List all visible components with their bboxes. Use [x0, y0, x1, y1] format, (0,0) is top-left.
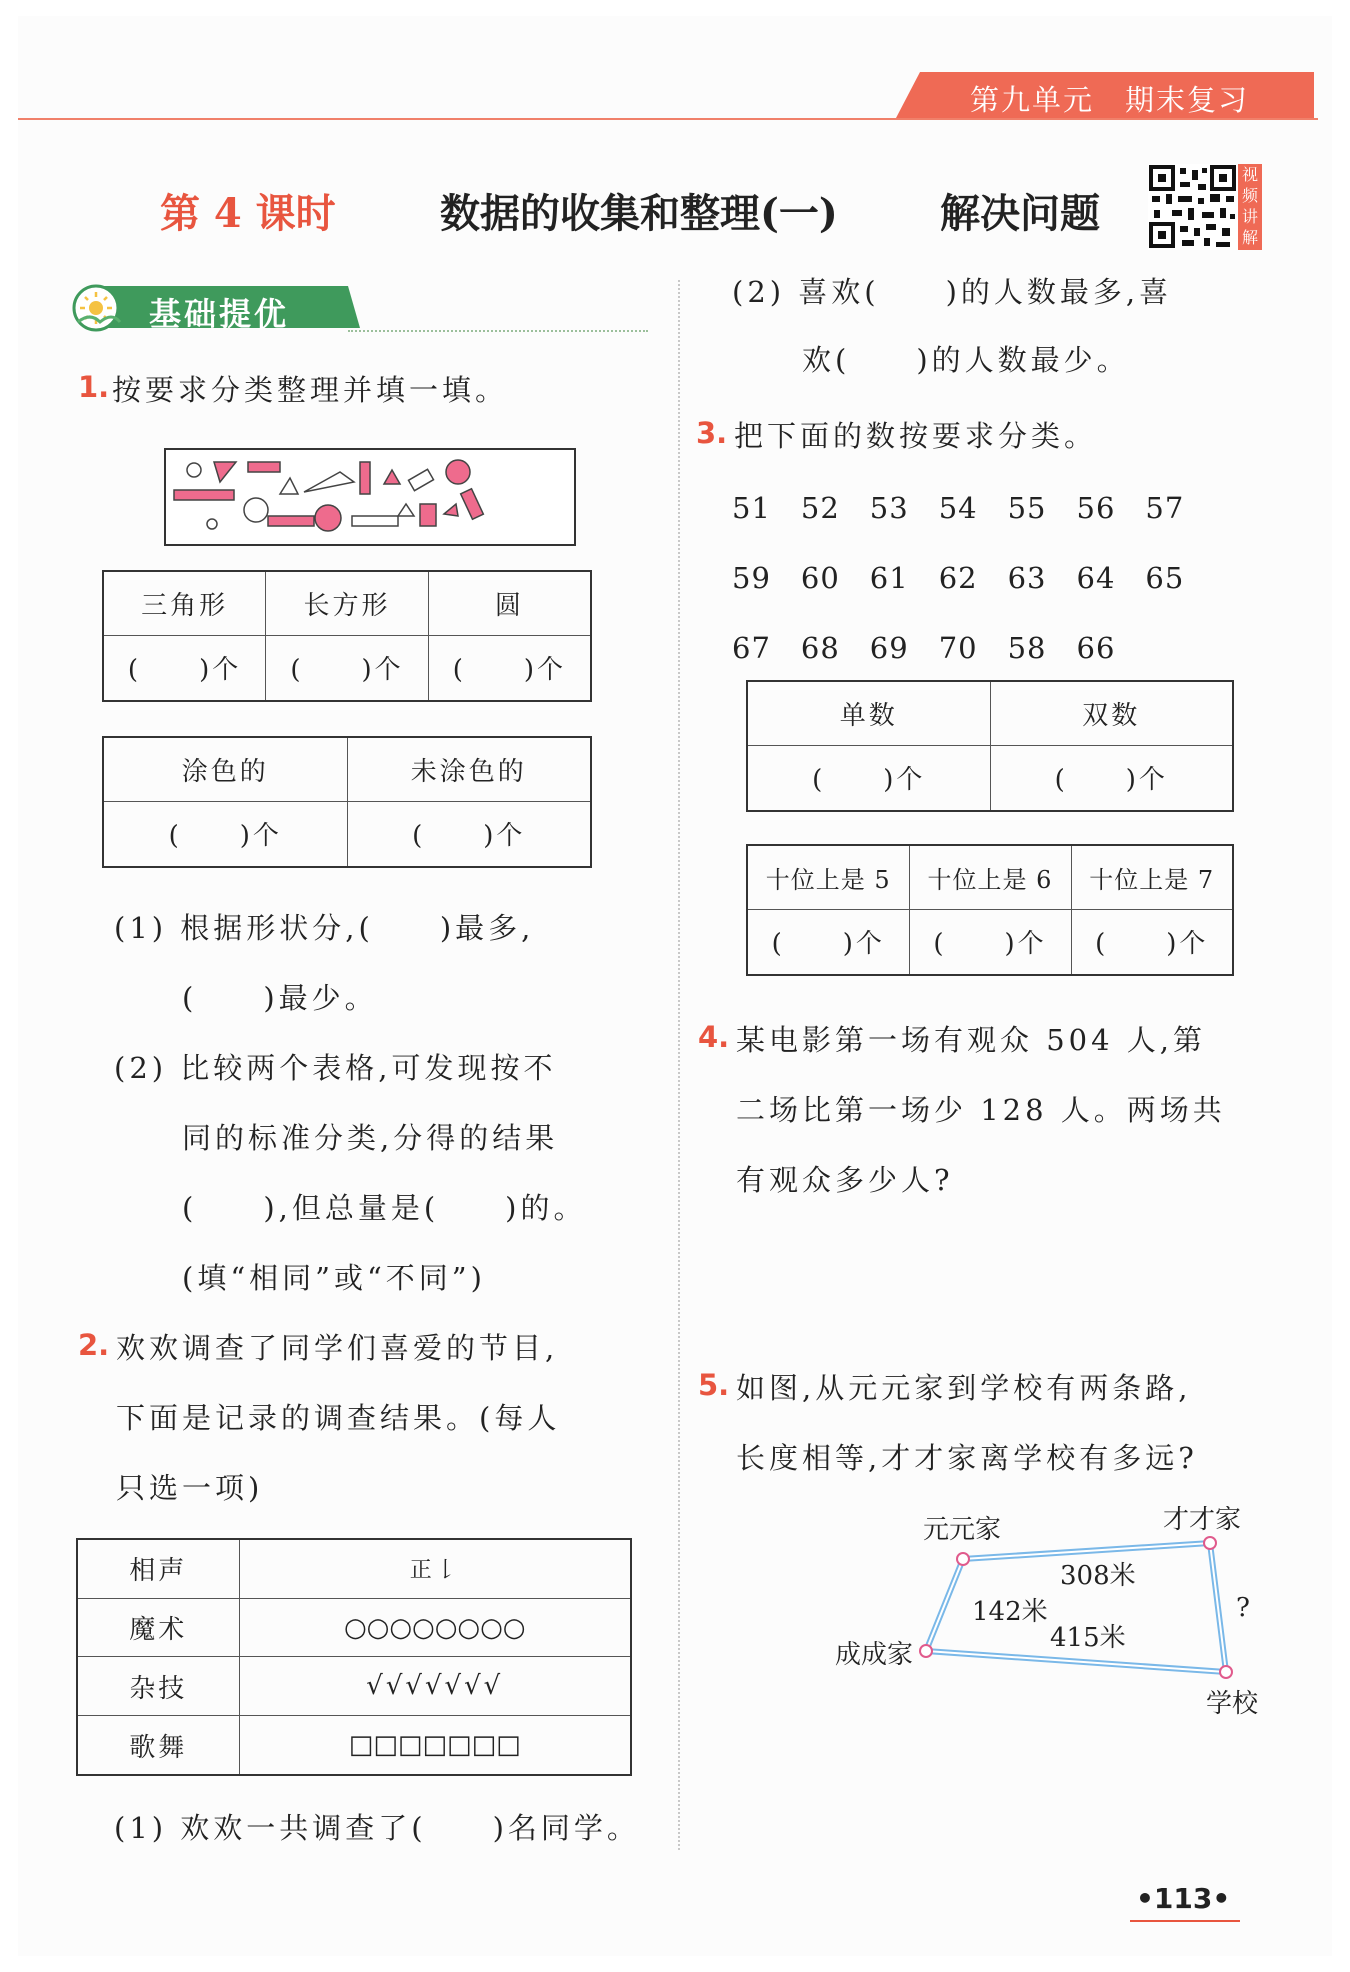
route-diagram — [828, 1506, 1278, 1721]
answer-blank[interactable]: ( )个 — [347, 801, 591, 867]
header-rule — [18, 118, 1318, 120]
table-header: 单数 — [747, 681, 990, 745]
table-header: 涂色的 — [103, 737, 347, 801]
q4-number: 4. — [698, 1020, 730, 1054]
q1-sub1-line1: (1) 根据形状分,( )最多, — [114, 911, 535, 945]
q2-sub1: (1) 欢欢一共调查了( )名同学。 — [114, 1811, 640, 1845]
table-header: 十位上是 5 — [747, 845, 909, 909]
q5-line2: 长度相等,才才家离学校有多远? — [736, 1441, 1198, 1475]
q2-sub2-line1: (2) 喜欢( )的人数最多,喜 — [732, 275, 1173, 309]
table-header: 十位上是 7 — [1071, 845, 1233, 909]
answer-blank[interactable]: ( )个 — [103, 801, 347, 867]
label-caicai-home: 才才家 — [1163, 1506, 1242, 1535]
table-header: 圆 — [428, 571, 591, 635]
q1-stem: 按要求分类整理并填一填。 — [112, 373, 509, 407]
label-school: 学校 — [1206, 1689, 1259, 1719]
label-distance-left: 142米 — [972, 1597, 1048, 1627]
answer-blank[interactable]: ( )个 — [103, 635, 266, 701]
caicai-home-node — [1204, 1537, 1216, 1549]
table-row — [77, 1716, 631, 1775]
q1-sub2-line1: (2) 比较两个表格,可发现按不 — [114, 1051, 557, 1085]
school-node — [1220, 1666, 1232, 1678]
yuanyuan-home-node — [957, 1553, 969, 1565]
answer-blank[interactable]: ( )个 — [1071, 909, 1233, 975]
lesson-topic: 数据的收集和整理(一) — [440, 190, 838, 237]
table-header: 双数 — [990, 681, 1233, 745]
square-marks: □□□□□□□ — [239, 1716, 631, 1775]
table-row — [77, 1598, 631, 1657]
q1-number: 1. — [78, 370, 110, 404]
column-divider — [678, 280, 680, 1850]
q1-sub2-line4: (填“相同”或“不同”) — [182, 1261, 486, 1295]
q2-sub2-line2: 欢( )的人数最少。 — [802, 343, 1130, 377]
label-yuanyuan-home: 元元家 — [923, 1515, 1002, 1545]
row-label: 魔术 — [77, 1598, 239, 1657]
tally-marks: 正𠄌 — [239, 1539, 631, 1598]
section-badge-label: 基础提优 — [149, 295, 290, 333]
number-row-1: 51 52 53 54 55 56 57 — [732, 491, 1185, 525]
check-marks: √√√√√√√ — [239, 1657, 631, 1716]
shapes-figure — [164, 448, 576, 546]
survey-tally-table — [76, 1538, 632, 1776]
page-number: •113• — [1136, 1882, 1231, 1915]
answer-blank[interactable]: ( )个 — [266, 635, 429, 701]
unit-tab-label: 第九单元 期末复习 — [970, 83, 1250, 117]
q2-stem-line2: 下面是记录的调查结果。(每人 — [116, 1401, 561, 1435]
q4-line3: 有观众多少人? — [736, 1163, 954, 1197]
answer-blank[interactable]: ( )个 — [990, 745, 1233, 811]
answer-blank[interactable]: ( )个 — [909, 909, 1071, 975]
qr-code-icon[interactable] — [1148, 164, 1238, 250]
lesson-number: 第 4 课时 — [160, 190, 336, 237]
table-row — [77, 1539, 631, 1598]
video-explain-tag: 视频讲解 — [1238, 164, 1262, 250]
q1-sub1-line2: ( )最少。 — [182, 981, 378, 1015]
table-header: 三角形 — [103, 571, 266, 635]
lesson-subtopic: 解决问题 — [940, 190, 1100, 237]
circle-marks: ○○○○○○○○ — [239, 1598, 631, 1657]
number-row-2: 59 60 61 62 63 64 65 — [732, 561, 1185, 595]
label-distance-top: 308米 — [1060, 1561, 1136, 1591]
color-count-table — [102, 736, 592, 868]
q4-line1: 某电影第一场有观众 504 人,第 — [736, 1023, 1207, 1057]
table-header: 未涂色的 — [347, 737, 591, 801]
section-dotted-rule — [348, 330, 648, 332]
q2-stem-line1: 欢欢调查了同学们喜爱的节目, — [116, 1331, 559, 1365]
table-row — [77, 1657, 631, 1716]
label-distance-bottom: 415米 — [1050, 1623, 1126, 1653]
q2-number: 2. — [78, 1328, 110, 1362]
q5-number: 5. — [698, 1368, 730, 1402]
chengcheng-home-node — [920, 1645, 932, 1657]
q5-line1: 如图,从元元家到学校有两条路, — [736, 1371, 1192, 1405]
tens-digit-table — [746, 844, 1234, 976]
q1-sub2-line2: 同的标准分类,分得的结果 — [182, 1121, 559, 1155]
parity-table — [746, 680, 1234, 812]
number-row-3: 67 68 69 70 58 66 — [732, 631, 1116, 665]
q3-number: 3. — [696, 416, 728, 450]
q3-stem: 把下面的数按要求分类。 — [734, 419, 1098, 453]
answer-blank[interactable]: ( )个 — [428, 635, 591, 701]
q1-sub2-line3: ( ),但总量是( )的。 — [182, 1191, 587, 1225]
q4-line2: 二场比第一场少 128 人。两场共 — [736, 1093, 1226, 1127]
row-label: 杂技 — [77, 1657, 239, 1716]
table-header: 十位上是 6 — [909, 845, 1071, 909]
answer-blank[interactable]: ( )个 — [747, 909, 909, 975]
label-chengcheng-home: 成成家 — [835, 1640, 914, 1670]
answer-blank[interactable]: ( )个 — [747, 745, 990, 811]
textbook-page — [18, 16, 1332, 1956]
label-distance-unknown: ? — [1236, 1593, 1250, 1623]
table-header: 长方形 — [266, 571, 429, 635]
row-label: 歌舞 — [77, 1716, 239, 1775]
q2-stem-line3: 只选一项) — [116, 1471, 264, 1505]
shape-count-table — [102, 570, 592, 702]
page-number-rule — [1130, 1920, 1240, 1922]
row-label: 相声 — [77, 1539, 239, 1598]
